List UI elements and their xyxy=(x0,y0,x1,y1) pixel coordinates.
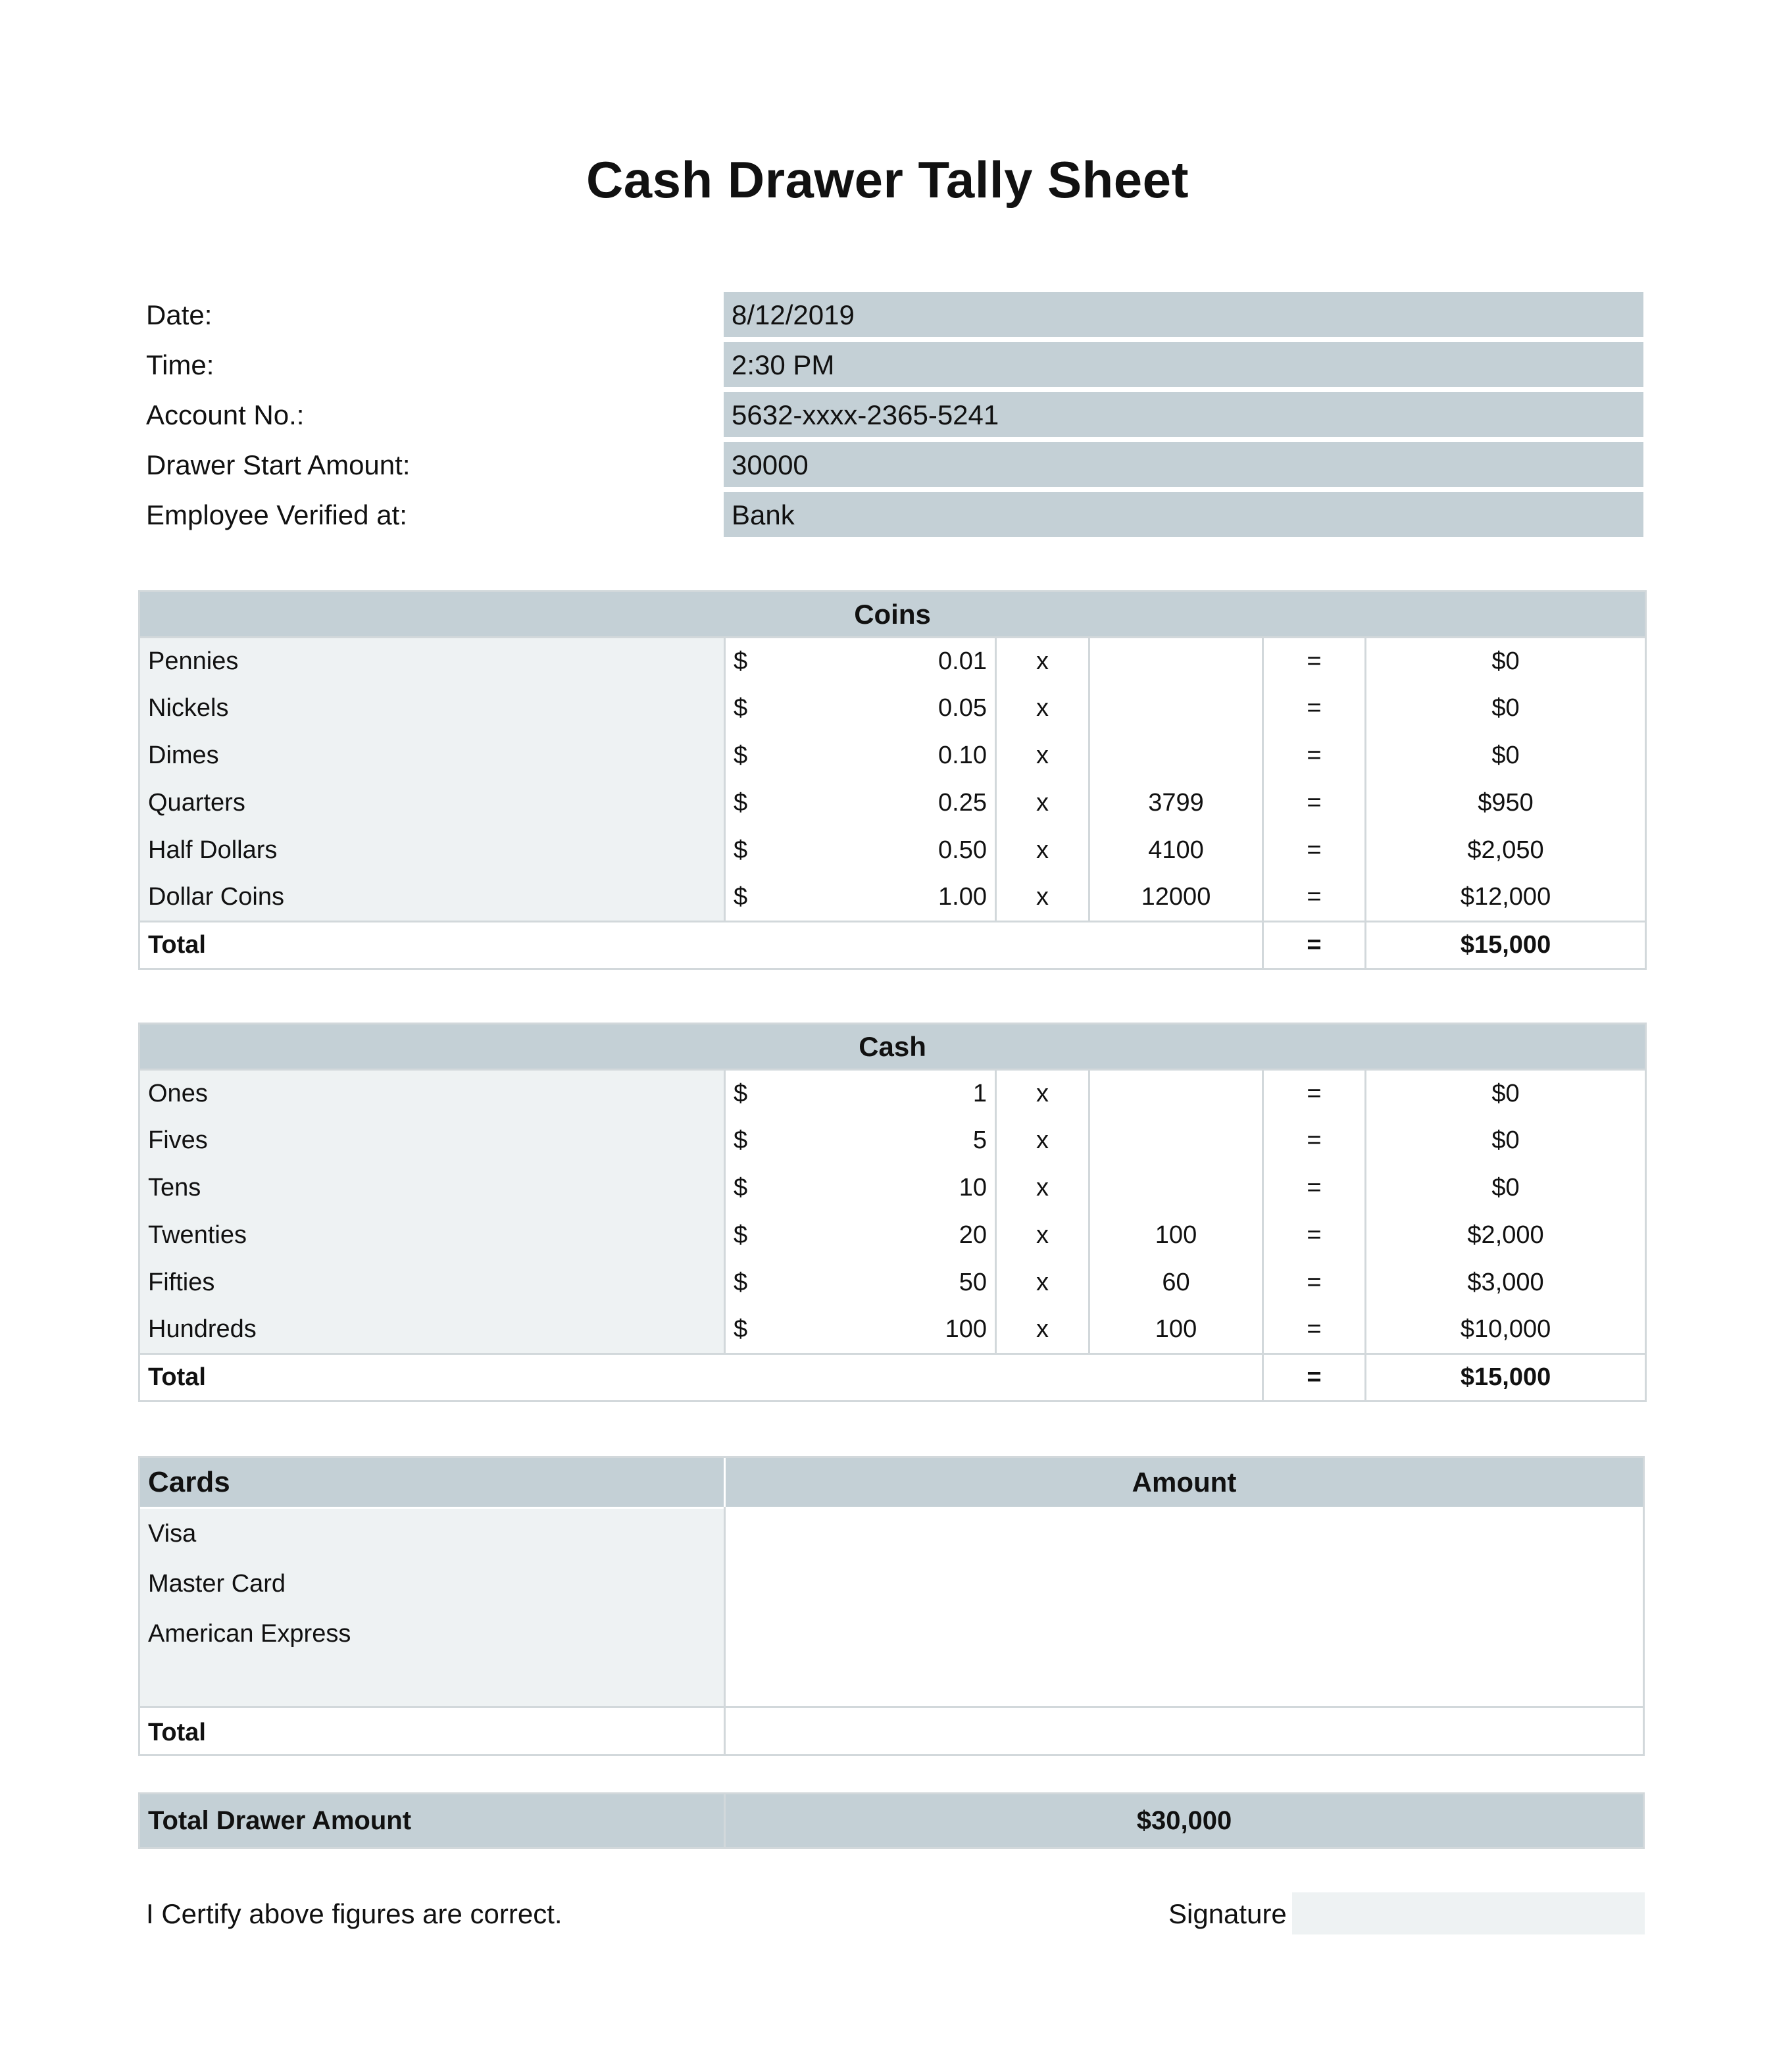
cash-table xyxy=(138,1023,1647,1402)
dollar-sign: $ xyxy=(725,1307,764,1354)
count-field[interactable] xyxy=(1089,1117,1263,1165)
unit-value: 0.50 xyxy=(764,827,996,874)
times-sign: x xyxy=(996,1165,1089,1212)
row-value: $0 xyxy=(1366,1070,1646,1117)
verified-field[interactable]: Bank xyxy=(724,492,1643,537)
row-value: $0 xyxy=(1366,1117,1646,1165)
cards-header: Cards xyxy=(140,1458,724,1507)
cards-table xyxy=(138,1456,1645,1756)
divider xyxy=(140,1706,1643,1708)
account-field[interactable]: 5632-xxxx-2365-5241 xyxy=(724,392,1643,437)
certify-statement: I Certify above figures are correct. xyxy=(146,1898,562,1929)
card-item-visa: Visa xyxy=(148,1520,197,1548)
row-label: Fifties xyxy=(139,1259,725,1307)
info-row-time xyxy=(138,342,1643,388)
equals-sign: = xyxy=(1263,1165,1366,1212)
amount-header: Amount xyxy=(726,1458,1643,1507)
equals-sign: = xyxy=(1263,1212,1366,1259)
count-field[interactable]: 12000 xyxy=(1089,874,1263,922)
dollar-sign: $ xyxy=(725,1259,764,1307)
row-label: Dollar Coins xyxy=(139,874,725,922)
dollar-sign: $ xyxy=(725,1212,764,1259)
equals-sign: = xyxy=(1263,1354,1366,1402)
equals-sign: = xyxy=(1263,1307,1366,1354)
row-label: Twenties xyxy=(139,1212,725,1259)
unit-value: 1 xyxy=(764,1070,996,1117)
row-value: $2,000 xyxy=(1366,1212,1646,1259)
coins-table xyxy=(138,590,1647,970)
row-label: Hundreds xyxy=(139,1307,725,1354)
times-sign: x xyxy=(996,1212,1089,1259)
cash-total-value: $15,000 xyxy=(1366,1354,1646,1402)
total-drawer-row xyxy=(138,1792,1645,1849)
row-label: Fives xyxy=(139,1117,725,1165)
unit-value: 1.00 xyxy=(764,874,996,922)
times-sign: x xyxy=(996,827,1089,874)
dollar-sign: $ xyxy=(725,732,764,780)
date-label: Date: xyxy=(146,299,213,330)
count-field[interactable]: 4100 xyxy=(1089,827,1263,874)
table-row xyxy=(139,1070,1646,1117)
times-sign: x xyxy=(996,1307,1089,1354)
signature-label: Signature xyxy=(1168,1898,1287,1929)
dollar-sign: $ xyxy=(725,1165,764,1212)
table-row xyxy=(139,874,1646,922)
row-value: $0 xyxy=(1366,1165,1646,1212)
count-field[interactable]: 100 xyxy=(1089,1212,1263,1259)
dollar-sign: $ xyxy=(725,638,764,685)
equals-sign: = xyxy=(1263,922,1366,969)
start-amount-label: Drawer Start Amount: xyxy=(146,449,411,480)
count-field[interactable] xyxy=(1089,1070,1263,1117)
info-row-date xyxy=(138,292,1643,338)
table-row xyxy=(139,1259,1646,1307)
count-field[interactable]: 3799 xyxy=(1089,780,1263,827)
equals-sign: = xyxy=(1263,1070,1366,1117)
coins-total-row xyxy=(139,922,1646,969)
info-row-verified xyxy=(138,492,1643,538)
times-sign: x xyxy=(996,780,1089,827)
divider xyxy=(724,1507,726,1754)
row-label: Ones xyxy=(139,1070,725,1117)
dollar-sign: $ xyxy=(725,780,764,827)
table-row xyxy=(139,827,1646,874)
signature-field[interactable] xyxy=(1292,1892,1645,1934)
total-drawer-value: $30,000 xyxy=(1136,1806,1232,1835)
cash-total-label: Total xyxy=(139,1354,1263,1402)
table-row xyxy=(139,1307,1646,1354)
times-sign: x xyxy=(996,638,1089,685)
info-row-account xyxy=(138,392,1643,438)
row-value: $3,000 xyxy=(1366,1259,1646,1307)
times-sign: x xyxy=(996,874,1089,922)
row-label: Quarters xyxy=(139,780,725,827)
info-row-start-amount xyxy=(138,442,1643,488)
date-field[interactable]: 8/12/2019 xyxy=(724,292,1643,337)
row-label: Pennies xyxy=(139,638,725,685)
table-row xyxy=(139,1117,1646,1165)
cash-total-row xyxy=(139,1354,1646,1402)
count-field[interactable] xyxy=(1089,1165,1263,1212)
equals-sign: = xyxy=(1263,638,1366,685)
times-sign: x xyxy=(996,1259,1089,1307)
unit-value: 10 xyxy=(764,1165,996,1212)
start-amount-field[interactable]: 30000 xyxy=(724,442,1643,487)
row-label: Dimes xyxy=(139,732,725,780)
total-drawer-label: Total Drawer Amount xyxy=(148,1806,412,1835)
count-field[interactable] xyxy=(1089,638,1263,685)
unit-value: 0.25 xyxy=(764,780,996,827)
unit-value: 50 xyxy=(764,1259,996,1307)
table-row xyxy=(139,1212,1646,1259)
dollar-sign: $ xyxy=(725,685,764,732)
unit-value: 0.01 xyxy=(764,638,996,685)
row-value: $2,050 xyxy=(1366,827,1646,874)
cards-total-label: Total xyxy=(148,1719,206,1746)
dollar-sign: $ xyxy=(725,1070,764,1117)
unit-value: 0.10 xyxy=(764,732,996,780)
equals-sign: = xyxy=(1263,1259,1366,1307)
row-value: $0 xyxy=(1366,685,1646,732)
times-sign: x xyxy=(996,1117,1089,1165)
count-field[interactable]: 100 xyxy=(1089,1307,1263,1354)
dollar-sign: $ xyxy=(725,874,764,922)
unit-value: 20 xyxy=(764,1212,996,1259)
account-label: Account No.: xyxy=(146,399,305,430)
times-sign: x xyxy=(996,1070,1089,1117)
dollar-sign: $ xyxy=(725,827,764,874)
card-item-mastercard: Master Card xyxy=(148,1570,286,1598)
coins-total-label: Total xyxy=(139,922,1263,969)
verified-label: Employee Verified at: xyxy=(146,499,407,530)
equals-sign: = xyxy=(1263,732,1366,780)
count-field[interactable] xyxy=(1089,732,1263,780)
unit-value: 0.05 xyxy=(764,685,996,732)
coins-header: Coins xyxy=(139,592,1646,638)
equals-sign: = xyxy=(1263,1117,1366,1165)
dollar-sign: $ xyxy=(725,1117,764,1165)
table-row xyxy=(139,685,1646,732)
unit-value: 5 xyxy=(764,1117,996,1165)
row-label: Tens xyxy=(139,1165,725,1212)
row-value: $950 xyxy=(1366,780,1646,827)
coins-total-value: $15,000 xyxy=(1366,922,1646,969)
times-sign: x xyxy=(996,732,1089,780)
row-label: Half Dollars xyxy=(139,827,725,874)
row-value: $12,000 xyxy=(1366,874,1646,922)
table-row xyxy=(139,1165,1646,1212)
equals-sign: = xyxy=(1263,780,1366,827)
row-label: Nickels xyxy=(139,685,725,732)
row-value: $0 xyxy=(1366,638,1646,685)
card-item-amex: American Express xyxy=(148,1620,351,1648)
equals-sign: = xyxy=(1263,685,1366,732)
table-row xyxy=(139,732,1646,780)
table-row xyxy=(139,780,1646,827)
row-value: $10,000 xyxy=(1366,1307,1646,1354)
equals-sign: = xyxy=(1263,827,1366,874)
unit-value: 100 xyxy=(764,1307,996,1354)
equals-sign: = xyxy=(1263,874,1366,922)
table-row xyxy=(139,638,1646,685)
page-title: Cash Drawer Tally Sheet xyxy=(586,151,1189,209)
count-field[interactable] xyxy=(1089,685,1263,732)
time-field[interactable]: 2:30 PM xyxy=(724,342,1643,387)
times-sign: x xyxy=(996,685,1089,732)
time-label: Time: xyxy=(146,349,214,380)
cash-header: Cash xyxy=(139,1024,1646,1070)
count-field[interactable]: 60 xyxy=(1089,1259,1263,1307)
row-value: $0 xyxy=(1366,732,1646,780)
